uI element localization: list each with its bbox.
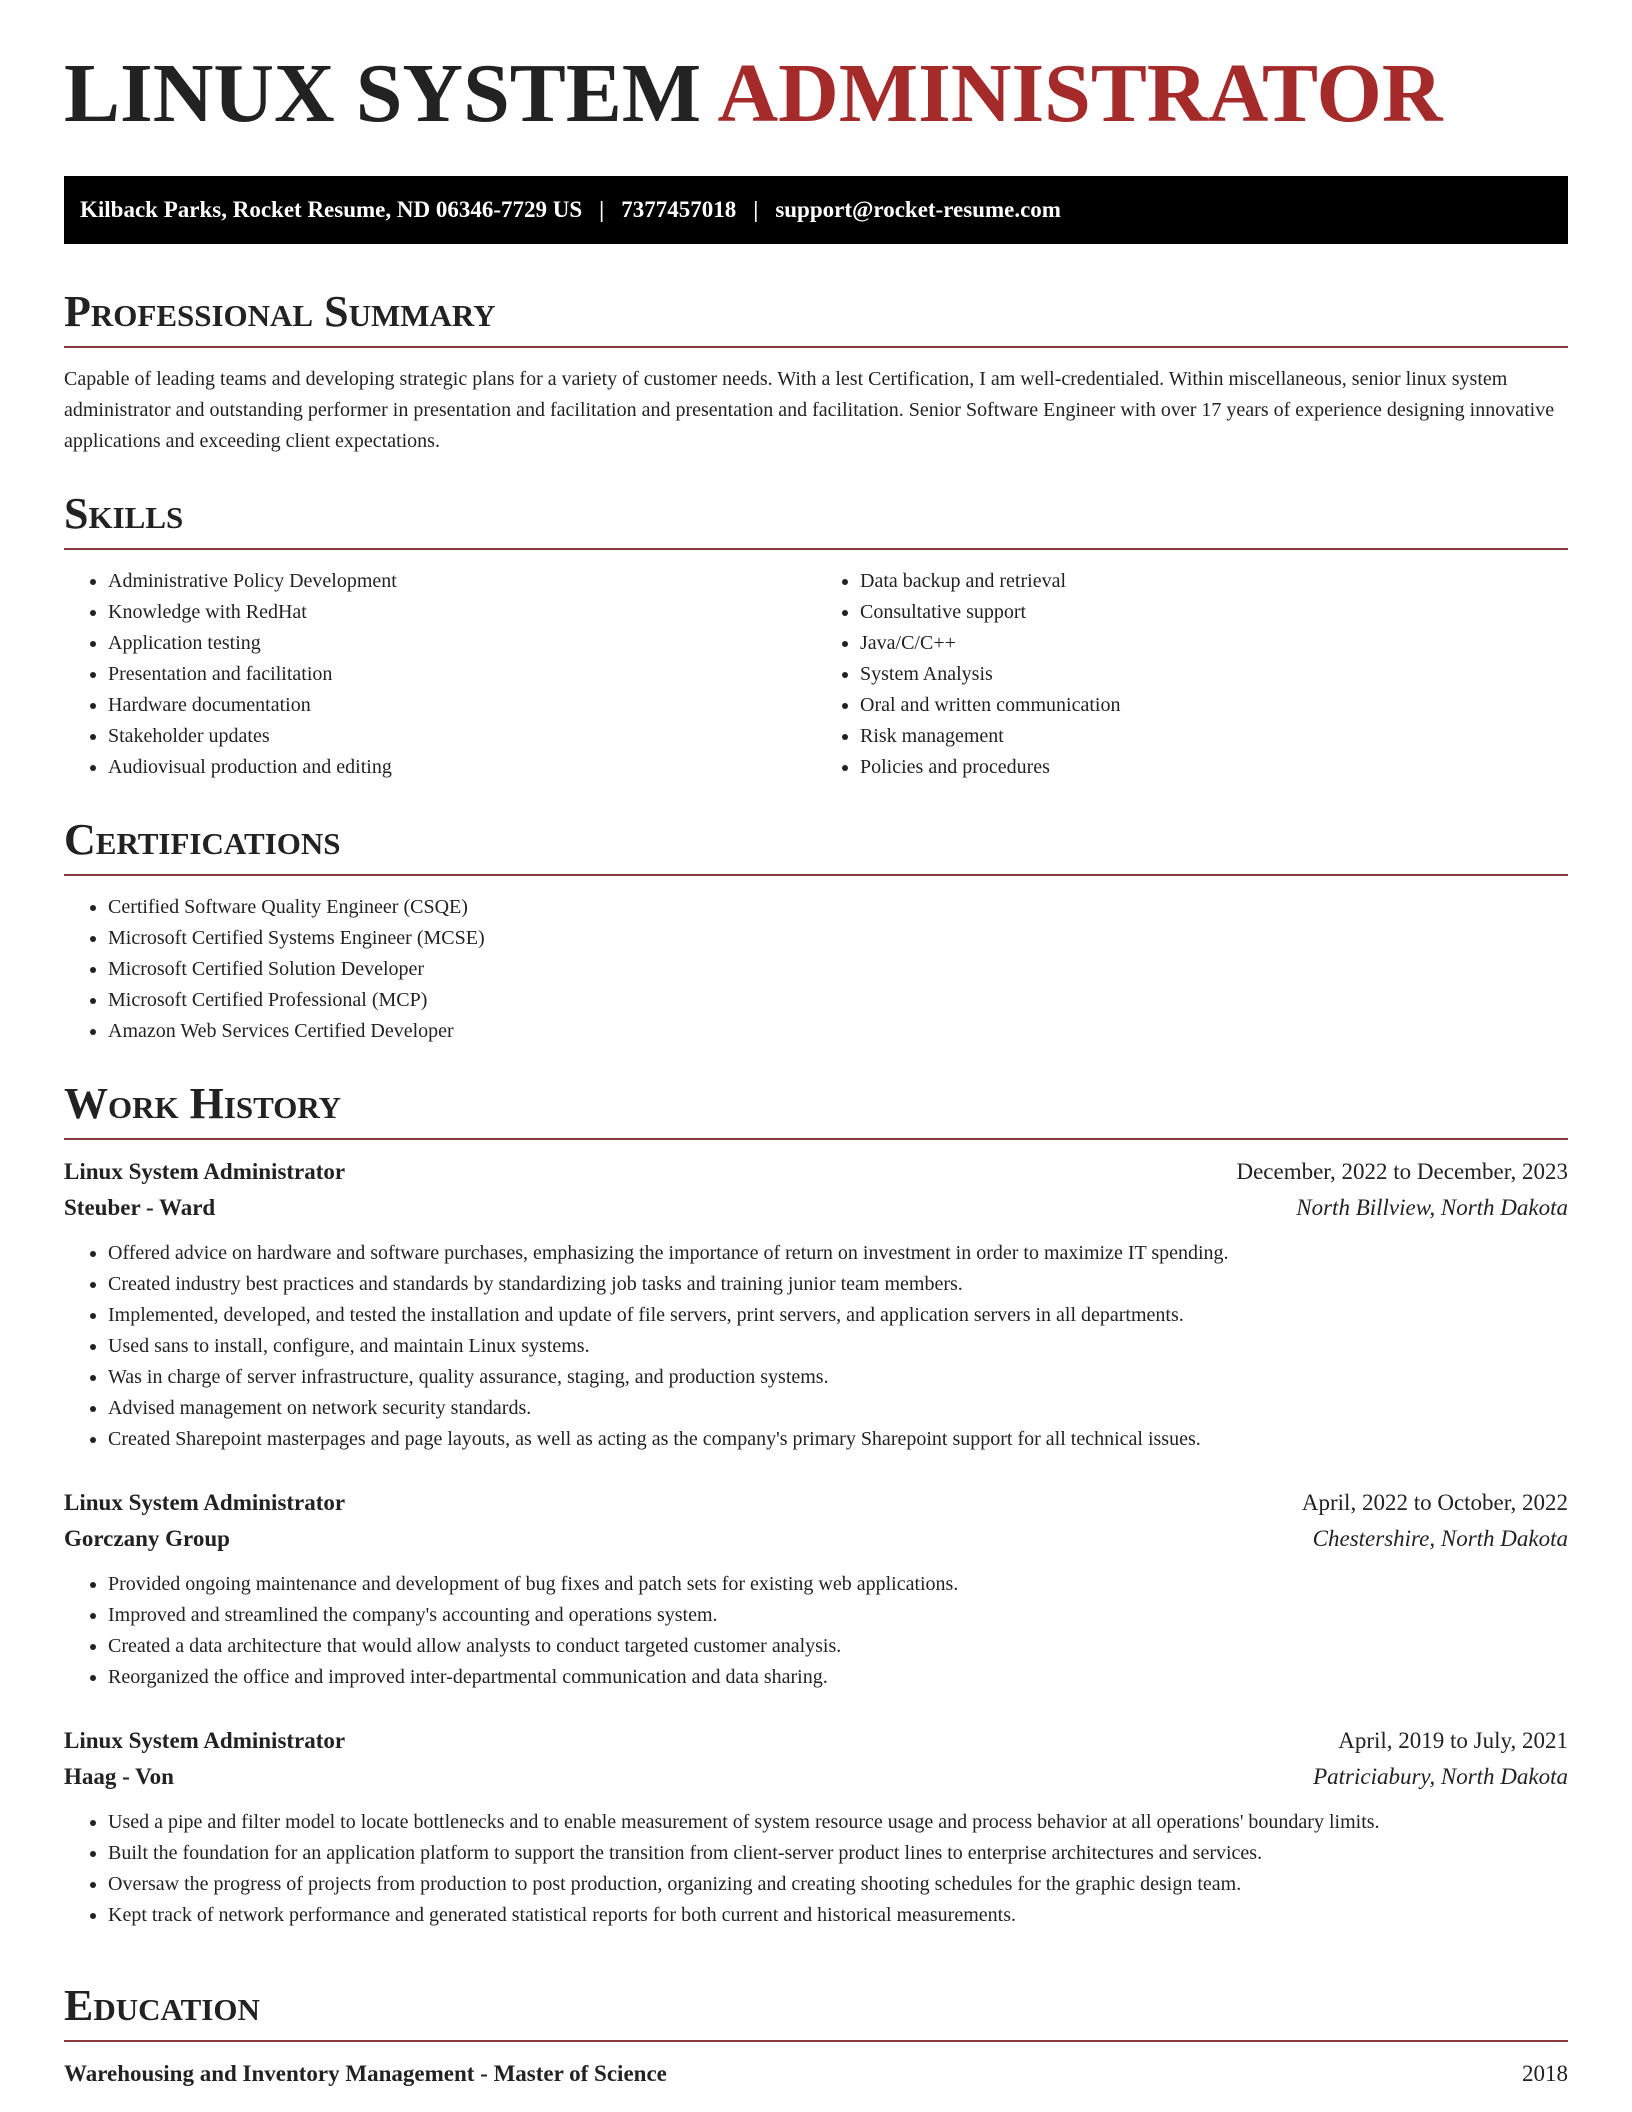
job-bullet: • Created a data architecture that would allow analysts to conduct targeted customer analysis. xyxy=(108,1631,1568,1662)
job-bullets xyxy=(64,1238,1568,1455)
skill-item: • Oral and written communication xyxy=(860,690,1568,721)
certifications-list xyxy=(64,892,1568,1047)
skills-heading: Skills xyxy=(64,492,1568,550)
skills-list-left xyxy=(64,566,816,783)
job-header-row xyxy=(64,1723,1568,1759)
job-title: Linux System Administrator xyxy=(64,1159,346,1184)
job-bullet: • Used a pipe and filter model to locate bottlenecks and to enable measurement of system resource usage and process behavior at all operations' boundary limits. xyxy=(108,1807,1568,1838)
job-company-row xyxy=(64,1759,1568,1795)
skill-item: • Consultative support xyxy=(860,597,1568,628)
certification-item: • Microsoft Certified Professional (MCP) xyxy=(108,985,1568,1016)
skill-item: • Hardware documentation xyxy=(108,690,816,721)
certifications-section xyxy=(64,815,1568,1047)
certification-item: • Certified Software Quality Engineer (CSQE) xyxy=(108,892,1568,923)
job-location: North Billview, North Dakota xyxy=(1296,1195,1568,1220)
job-title: Linux System Administrator xyxy=(64,1490,346,1515)
skill-item: • Data backup and retrieval xyxy=(860,566,1568,597)
certification-item: • Microsoft Certified Solution Developer xyxy=(108,954,1568,985)
skill-item: • Policies and procedures xyxy=(860,752,1568,783)
education-degree: Warehousing and Inventory Management - Master of Science xyxy=(64,2061,667,2086)
job-bullet: • Implemented, developed, and tested the installation and update of file servers, print servers, and application servers in all departments. xyxy=(108,1300,1568,1331)
contact-address: Kilback Parks, Rocket Resume, ND 06346-7729 US xyxy=(80,197,583,222)
job-bullets xyxy=(64,1569,1568,1693)
job-bullet: • Provided ongoing maintenance and development of bug fixes and patch sets for existing web applications. xyxy=(108,1569,1568,1600)
job-location: Patriciabury, North Dakota xyxy=(1313,1764,1568,1789)
contact-bar xyxy=(64,176,1568,244)
title-part-2: ADMINISTRATOR xyxy=(717,47,1443,140)
skills-grid xyxy=(64,566,1568,783)
education-section xyxy=(64,1981,1568,2092)
certification-item: • Amazon Web Services Certified Developer xyxy=(108,1016,1568,1047)
contact-phone: 7377457018 xyxy=(621,197,737,222)
skills-section xyxy=(64,489,1568,783)
skill-item: • Application testing xyxy=(108,628,816,659)
job-bullet: • Built the foundation for an application platform to support the transition from client-server product lines to enterprise architectures and services. xyxy=(108,1838,1568,1869)
job-bullet: • Created Sharepoint masterpages and page layouts, as well as acting as the company's primary Sharepoint support for all technical issues. xyxy=(108,1424,1568,1455)
job-bullets xyxy=(64,1807,1568,1931)
work-history-heading: Work History xyxy=(64,1082,1568,1140)
job-bullet: • Advised management on network security standards. xyxy=(108,1393,1568,1424)
job-header-row xyxy=(64,1485,1568,1521)
summary-text: Capable of leading teams and developing strategic plans for a variety of customer needs. With a lest Certification, I am well-credentialed. Within miscellaneous, senior linux system administrator and outstanding performer in presentation and facilitation and presentation and facilitation. Senior Software Engineer with over 17 years of experience designing innovative applications and exceeding client expectations. xyxy=(64,368,1555,452)
job-dates: December, 2022 to December, 2023 xyxy=(1236,1159,1568,1184)
job-bullet: • Was in charge of server infrastructure, quality assurance, staging, and production systems. xyxy=(108,1362,1568,1393)
job-company: Haag - Von xyxy=(64,1764,174,1789)
certification-item: • Microsoft Certified Systems Engineer (MCSE) xyxy=(108,923,1568,954)
skill-item: • System Analysis xyxy=(860,659,1568,690)
skill-item: • Knowledge with RedHat xyxy=(108,597,816,628)
summary-heading: Professional Summary xyxy=(64,290,1568,348)
job-location: Chestershire, North Dakota xyxy=(1312,1526,1568,1551)
summary-section xyxy=(64,287,1568,457)
job-bullet: • Improved and streamlined the company's accounting and operations system. xyxy=(108,1600,1568,1631)
skill-item: • Administrative Policy Development xyxy=(108,566,816,597)
skill-item: • Audiovisual production and editing xyxy=(108,752,816,783)
education-year: 2018 xyxy=(1522,2061,1568,2086)
resume-title xyxy=(64,47,1443,140)
title-part-1: LINUX SYSTEM xyxy=(64,47,702,140)
skill-item: • Stakeholder updates xyxy=(108,721,816,752)
contact-email[interactable]: support@rocket-resume.com xyxy=(775,197,1061,222)
skill-item: • Risk management xyxy=(860,721,1568,752)
contact-separator: | xyxy=(753,197,759,222)
education-row xyxy=(64,2056,1568,2092)
contact-separator: | xyxy=(599,197,605,222)
skill-item: • Presentation and facilitation xyxy=(108,659,816,690)
job-bullet: • Created industry best practices and standards by standardizing job tasks and training junior team members. xyxy=(108,1269,1568,1300)
education-heading: Education xyxy=(64,1984,1568,2042)
job-bullet: • Kept track of network performance and generated statistical reports for both current and historical measurements. xyxy=(108,1900,1568,1931)
certifications-heading: Certifications xyxy=(64,818,1568,876)
job-entry xyxy=(64,1485,1568,1693)
skill-item: • Java/C/C++ xyxy=(860,628,1568,659)
skills-list-right xyxy=(816,566,1568,783)
job-entry xyxy=(64,1723,1568,1931)
job-title: Linux System Administrator xyxy=(64,1728,346,1753)
job-bullet: • Offered advice on hardware and software purchases, emphasizing the importance of return on investment in order to maximize IT spending. xyxy=(108,1238,1568,1269)
job-company: Gorczany Group xyxy=(64,1526,230,1551)
job-company-row xyxy=(64,1521,1568,1557)
job-company: Steuber - Ward xyxy=(64,1195,216,1220)
job-company-row xyxy=(64,1190,1568,1226)
work-history-section xyxy=(64,1079,1568,1931)
job-dates: April, 2019 to July, 2021 xyxy=(1338,1728,1568,1753)
job-dates: April, 2022 to October, 2022 xyxy=(1301,1490,1568,1515)
job-bullet: • Used sans to install, configure, and maintain Linux systems. xyxy=(108,1331,1568,1362)
job-entry xyxy=(64,1154,1568,1455)
job-bullet: • Reorganized the office and improved inter-departmental communication and data sharing. xyxy=(108,1662,1568,1693)
job-bullet: • Oversaw the progress of projects from production to post production, organizing and creating shooting schedules for the graphic design team. xyxy=(108,1869,1568,1900)
job-header-row xyxy=(64,1154,1568,1190)
